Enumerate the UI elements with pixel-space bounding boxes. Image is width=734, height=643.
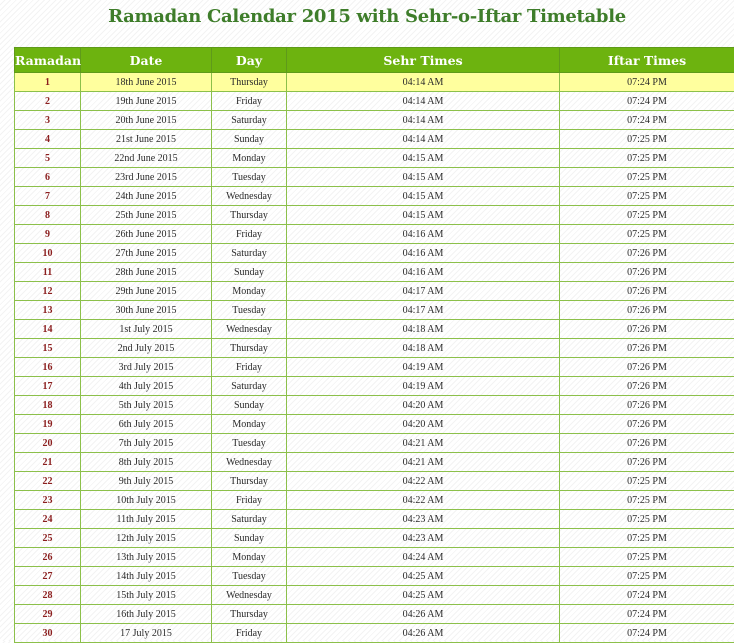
ramadan-day-number: 25 — [15, 529, 81, 548]
ramadan-day-number: 7 — [15, 187, 81, 206]
iftar-time-cell: 07:25 PM — [560, 510, 734, 529]
ramadan-day-number: 14 — [15, 320, 81, 339]
weekday-cell: Friday — [212, 491, 287, 510]
weekday-cell: Saturday — [212, 377, 287, 396]
iftar-time-cell: 07:25 PM — [560, 491, 734, 510]
sehr-time-cell: 04:15 AM — [287, 168, 560, 187]
ramadan-day-number: 6 — [15, 168, 81, 187]
weekday-cell: Saturday — [212, 244, 287, 263]
table-row — [15, 605, 734, 624]
sehr-time-cell: 04:14 AM — [287, 73, 560, 92]
date-cell: 9th July 2015 — [81, 472, 212, 491]
date-cell: 26th June 2015 — [81, 225, 212, 244]
table-row — [15, 73, 734, 92]
weekday-cell: Sunday — [212, 396, 287, 415]
ramadan-day-number: 9 — [15, 225, 81, 244]
date-cell: 24th June 2015 — [81, 187, 212, 206]
table-row — [15, 358, 734, 377]
ramadan-day-number: 12 — [15, 282, 81, 301]
ramadan-day-number: 5 — [15, 149, 81, 168]
ramadan-day-number: 1 — [15, 73, 81, 92]
date-cell: 4th July 2015 — [81, 377, 212, 396]
weekday-cell: Friday — [212, 624, 287, 643]
iftar-time-cell: 07:25 PM — [560, 567, 734, 586]
weekday-cell: Monday — [212, 282, 287, 301]
table-row — [15, 624, 734, 643]
sehr-time-cell: 04:14 AM — [287, 111, 560, 130]
sehr-time-cell: 04:17 AM — [287, 301, 560, 320]
sehr-time-cell: 04:23 AM — [287, 510, 560, 529]
date-cell: 3rd July 2015 — [81, 358, 212, 377]
weekday-cell: Wednesday — [212, 586, 287, 605]
ramadan-day-number: 26 — [15, 548, 81, 567]
sehr-time-cell: 04:22 AM — [287, 491, 560, 510]
sehr-time-cell: 04:22 AM — [287, 472, 560, 491]
ramadan-day-number: 28 — [15, 586, 81, 605]
ramadan-day-number: 8 — [15, 206, 81, 225]
header-sehr-times: Sehr Times — [287, 48, 560, 73]
date-cell: 29th June 2015 — [81, 282, 212, 301]
date-cell: 23rd June 2015 — [81, 168, 212, 187]
weekday-cell: Thursday — [212, 206, 287, 225]
ramadan-day-number: 10 — [15, 244, 81, 263]
iftar-time-cell: 07:24 PM — [560, 586, 734, 605]
date-cell: 8th July 2015 — [81, 453, 212, 472]
iftar-time-cell: 07:24 PM — [560, 92, 734, 111]
table-row — [15, 263, 734, 282]
sehr-time-cell: 04:17 AM — [287, 282, 560, 301]
weekday-cell: Tuesday — [212, 168, 287, 187]
iftar-time-cell: 07:24 PM — [560, 605, 734, 624]
sehr-time-cell: 04:26 AM — [287, 605, 560, 624]
sehr-time-cell: 04:16 AM — [287, 244, 560, 263]
sehr-time-cell: 04:15 AM — [287, 187, 560, 206]
page-title: Ramadan Calendar 2015 with Sehr-o-Iftar Timetable — [0, 6, 734, 27]
iftar-time-cell: 07:26 PM — [560, 339, 734, 358]
date-cell: 6th July 2015 — [81, 415, 212, 434]
table-row — [15, 434, 734, 453]
date-cell: 1st July 2015 — [81, 320, 212, 339]
sehr-time-cell: 04:23 AM — [287, 529, 560, 548]
header-date: Date — [81, 48, 212, 73]
ramadan-day-number: 3 — [15, 111, 81, 130]
date-cell: 18th June 2015 — [81, 73, 212, 92]
weekday-cell: Tuesday — [212, 301, 287, 320]
ramadan-day-number: 2 — [15, 92, 81, 111]
date-cell: 12th July 2015 — [81, 529, 212, 548]
weekday-cell: Saturday — [212, 510, 287, 529]
date-cell: 15th July 2015 — [81, 586, 212, 605]
table-row — [15, 282, 734, 301]
sehr-time-cell: 04:18 AM — [287, 339, 560, 358]
table-row — [15, 130, 734, 149]
ramadan-day-number: 20 — [15, 434, 81, 453]
iftar-time-cell: 07:26 PM — [560, 434, 734, 453]
ramadan-day-number: 21 — [15, 453, 81, 472]
date-cell: 7th July 2015 — [81, 434, 212, 453]
iftar-time-cell: 07:26 PM — [560, 244, 734, 263]
table-row — [15, 472, 734, 491]
table-row — [15, 567, 734, 586]
table-row — [15, 339, 734, 358]
sehr-time-cell: 04:18 AM — [287, 320, 560, 339]
date-cell: 2nd July 2015 — [81, 339, 212, 358]
table-row — [15, 491, 734, 510]
iftar-time-cell: 07:26 PM — [560, 358, 734, 377]
ramadan-day-number: 17 — [15, 377, 81, 396]
iftar-time-cell: 07:25 PM — [560, 548, 734, 567]
date-cell: 19th June 2015 — [81, 92, 212, 111]
date-cell: 30th June 2015 — [81, 301, 212, 320]
sehr-time-cell: 04:21 AM — [287, 453, 560, 472]
table-row — [15, 111, 734, 130]
weekday-cell: Monday — [212, 149, 287, 168]
iftar-time-cell: 07:24 PM — [560, 624, 734, 643]
ramadan-day-number: 13 — [15, 301, 81, 320]
sehr-time-cell: 04:24 AM — [287, 548, 560, 567]
table-row — [15, 92, 734, 111]
weekday-cell: Friday — [212, 225, 287, 244]
sehr-time-cell: 04:19 AM — [287, 358, 560, 377]
ramadan-day-number: 4 — [15, 130, 81, 149]
date-cell: 14th July 2015 — [81, 567, 212, 586]
iftar-time-cell: 07:25 PM — [560, 149, 734, 168]
date-cell: 11th July 2015 — [81, 510, 212, 529]
sehr-time-cell: 04:26 AM — [287, 624, 560, 643]
ramadan-day-number: 30 — [15, 624, 81, 643]
ramadan-day-number: 24 — [15, 510, 81, 529]
weekday-cell: Sunday — [212, 529, 287, 548]
weekday-cell: Thursday — [212, 605, 287, 624]
iftar-time-cell: 07:25 PM — [560, 187, 734, 206]
sehr-time-cell: 04:15 AM — [287, 206, 560, 225]
iftar-time-cell: 07:24 PM — [560, 73, 734, 92]
date-cell: 21st June 2015 — [81, 130, 212, 149]
date-cell: 16th July 2015 — [81, 605, 212, 624]
iftar-time-cell: 07:24 PM — [560, 111, 734, 130]
table-row — [15, 377, 734, 396]
sehr-time-cell: 04:25 AM — [287, 586, 560, 605]
table-row — [15, 206, 734, 225]
date-cell: 25th June 2015 — [81, 206, 212, 225]
ramadan-day-number: 23 — [15, 491, 81, 510]
ramadan-day-number: 11 — [15, 263, 81, 282]
iftar-time-cell: 07:26 PM — [560, 415, 734, 434]
ramadan-day-number: 22 — [15, 472, 81, 491]
table-row — [15, 244, 734, 263]
weekday-cell: Saturday — [212, 111, 287, 130]
sehr-time-cell: 04:20 AM — [287, 415, 560, 434]
iftar-time-cell: 07:25 PM — [560, 225, 734, 244]
ramadan-day-number: 18 — [15, 396, 81, 415]
date-cell: 10th July 2015 — [81, 491, 212, 510]
weekday-cell: Monday — [212, 548, 287, 567]
date-cell: 17 July 2015 — [81, 624, 212, 643]
weekday-cell: Friday — [212, 92, 287, 111]
weekday-cell: Thursday — [212, 472, 287, 491]
table-row — [15, 529, 734, 548]
iftar-time-cell: 07:26 PM — [560, 320, 734, 339]
sehr-time-cell: 04:15 AM — [287, 149, 560, 168]
date-cell: 5th July 2015 — [81, 396, 212, 415]
table-row — [15, 301, 734, 320]
weekday-cell: Wednesday — [212, 453, 287, 472]
date-cell: 28th June 2015 — [81, 263, 212, 282]
header-ramadan: Ramadan — [15, 48, 81, 73]
table-row — [15, 396, 734, 415]
header-iftar-times: Iftar Times — [560, 48, 734, 73]
weekday-cell: Monday — [212, 415, 287, 434]
table-body — [15, 73, 734, 643]
table-row — [15, 586, 734, 605]
weekday-cell: Sunday — [212, 263, 287, 282]
sehr-time-cell: 04:25 AM — [287, 567, 560, 586]
date-cell: 13th July 2015 — [81, 548, 212, 567]
sehr-time-cell: 04:20 AM — [287, 396, 560, 415]
table-row — [15, 453, 734, 472]
weekday-cell: Sunday — [212, 130, 287, 149]
ramadan-day-number: 19 — [15, 415, 81, 434]
table-header-row — [15, 48, 734, 73]
weekday-cell: Friday — [212, 358, 287, 377]
weekday-cell: Tuesday — [212, 567, 287, 586]
weekday-cell: Thursday — [212, 339, 287, 358]
iftar-time-cell: 07:25 PM — [560, 529, 734, 548]
sehr-time-cell: 04:16 AM — [287, 225, 560, 244]
weekday-cell: Wednesday — [212, 320, 287, 339]
ramadan-timetable — [14, 47, 734, 643]
iftar-time-cell: 07:26 PM — [560, 282, 734, 301]
table-row — [15, 320, 734, 339]
date-cell: 20th June 2015 — [81, 111, 212, 130]
sehr-time-cell: 04:14 AM — [287, 130, 560, 149]
table-row — [15, 510, 734, 529]
iftar-time-cell: 07:25 PM — [560, 206, 734, 225]
table-row — [15, 168, 734, 187]
iftar-time-cell: 07:25 PM — [560, 168, 734, 187]
weekday-cell: Tuesday — [212, 434, 287, 453]
weekday-cell: Thursday — [212, 73, 287, 92]
table-row — [15, 415, 734, 434]
header-day: Day — [212, 48, 287, 73]
table-row — [15, 187, 734, 206]
iftar-time-cell: 07:25 PM — [560, 472, 734, 491]
date-cell: 27th June 2015 — [81, 244, 212, 263]
ramadan-day-number: 27 — [15, 567, 81, 586]
iftar-time-cell: 07:26 PM — [560, 453, 734, 472]
weekday-cell: Wednesday — [212, 187, 287, 206]
iftar-time-cell: 07:26 PM — [560, 263, 734, 282]
ramadan-day-number: 15 — [15, 339, 81, 358]
sehr-time-cell: 04:16 AM — [287, 263, 560, 282]
ramadan-day-number: 16 — [15, 358, 81, 377]
iftar-time-cell: 07:26 PM — [560, 396, 734, 415]
date-cell: 22nd June 2015 — [81, 149, 212, 168]
sehr-time-cell: 04:14 AM — [287, 92, 560, 111]
sehr-time-cell: 04:19 AM — [287, 377, 560, 396]
iftar-time-cell: 07:26 PM — [560, 377, 734, 396]
iftar-time-cell: 07:26 PM — [560, 301, 734, 320]
table-row — [15, 548, 734, 567]
sehr-time-cell: 04:21 AM — [287, 434, 560, 453]
table-row — [15, 149, 734, 168]
ramadan-day-number: 29 — [15, 605, 81, 624]
iftar-time-cell: 07:25 PM — [560, 130, 734, 149]
table-row — [15, 225, 734, 244]
